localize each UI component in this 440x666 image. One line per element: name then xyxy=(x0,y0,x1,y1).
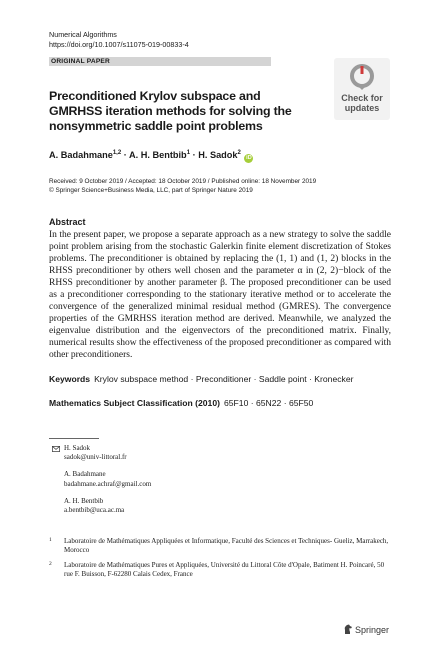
footnote-divider xyxy=(49,438,99,439)
journal-header xyxy=(49,30,189,50)
doi-link[interactable]: https://doi.org/10.1007/s11075-019-00833-4 xyxy=(49,40,189,49)
author-name: A. H. Bentbib xyxy=(129,150,187,161)
keywords-text: Krylov subspace method · Preconditioner · Saddle point · Kronecker xyxy=(94,374,354,384)
msc-label: Mathematics Subject Classification (2010) xyxy=(49,398,220,408)
contact-email[interactable]: badahmane.achraf@gmail.com xyxy=(64,479,152,488)
contact-entry xyxy=(49,497,151,515)
affiliation-item xyxy=(49,537,389,556)
contact-entry xyxy=(49,444,151,462)
msc-text: 65F10 · 65N22 · 65F50 xyxy=(223,398,314,408)
keywords-label: Keywords xyxy=(49,374,91,384)
author-separator: · xyxy=(121,150,129,161)
contact-email[interactable]: sadok@univ-littoral.fr xyxy=(64,453,127,462)
publication-dates xyxy=(49,177,316,195)
affiliation-list xyxy=(49,537,389,585)
affiliation-number: 2 xyxy=(49,560,52,567)
affiliation-text: Laboratoire de Mathématiques Appliquées et Informatique, Faculté des Sciences et Techniques- Gueliz, Marrakech, Morocco xyxy=(64,537,389,555)
author-affiliation-marker: 2 xyxy=(237,150,241,156)
affiliation-item xyxy=(49,561,389,580)
badge-line-1: Check for xyxy=(341,93,383,103)
contact-name: A. H. Bentbib xyxy=(64,496,104,505)
contact-block xyxy=(49,444,151,523)
orcid-icon[interactable]: iD xyxy=(246,155,252,162)
author-separator: · xyxy=(190,150,199,161)
author-affiliation-marker: 1,2 xyxy=(112,150,122,156)
paper-title: Preconditioned Krylov subspace and GMRHSS iteration methods for solving the nonsymmetric saddle point problems xyxy=(49,89,292,133)
envelope-icon xyxy=(52,446,60,452)
contact-name-row xyxy=(49,444,151,453)
springer-horse-icon xyxy=(343,624,353,635)
dates-line: Received: 9 October 2019 / Accepted: 18 October 2019 / Published online: 18 November 2019 xyxy=(49,178,317,185)
journal-name: Numerical Algorithms xyxy=(49,30,117,39)
keywords-line xyxy=(49,374,353,384)
check-for-updates-icon xyxy=(350,64,374,90)
contact-name: H. Sadok xyxy=(64,444,91,452)
msc-line xyxy=(49,398,313,408)
abstract-heading: Abstract xyxy=(49,217,86,227)
author-name: A. Badahmane xyxy=(49,150,113,161)
affiliation-number: 1 xyxy=(49,537,52,543)
badge-line-2: updates xyxy=(344,103,380,113)
copyright-line: © Springer Science+Business Media, LLC, part of Springer Nature 2019 xyxy=(49,187,253,194)
contact-email[interactable]: a.bentbib@uca.ac.ma xyxy=(64,506,125,515)
publisher-name: Springer xyxy=(355,625,390,635)
publisher-logo xyxy=(343,624,389,635)
check-for-updates-badge[interactable] xyxy=(334,58,390,120)
contact-name: A. Badahmane xyxy=(64,470,106,479)
contact-entry xyxy=(49,470,151,488)
abstract-text: In the present paper, we propose a separate approach as a new strategy to solve the saddle point problem arising from the stochastic Galerkin finite element discretization of Stokes problems. The preconditioner is obtained by replacing the (1, 1) and (1, 2) blocks in the RHSS preconditioner by others well chosen and the parameter α in (2, 2)−block of the RHSS preconditioner by another parameter β. The proposed preconditioner can be used as a preconditioner corresponding to the stationary iterative method or to accelerate the convergence of the generalized minimal residual method (GMRES). The convergence properties of the GMRHSS iteration method are derived. Meanwhile, we analyzed the eigenvalue distribution and the eigenvectors of the preconditioned matrix. Finally, numerical results show the effectiveness of the proposed preconditioner as compared with other preconditioners. xyxy=(49,230,391,360)
affiliation-text: Laboratoire de Mathématiques Pures et Appliquées, Université du Littoral Côte d'Opale, Batiment H. Poincaré, 50 rue F. Buisson, F-62280 Calais Cedex, France xyxy=(64,560,385,579)
article-type-banner: ORIGINAL PAPER xyxy=(49,57,271,66)
author-affiliation-marker: 1 xyxy=(186,150,191,156)
author-name: H. Sadok xyxy=(198,150,238,161)
author-list xyxy=(49,150,253,163)
